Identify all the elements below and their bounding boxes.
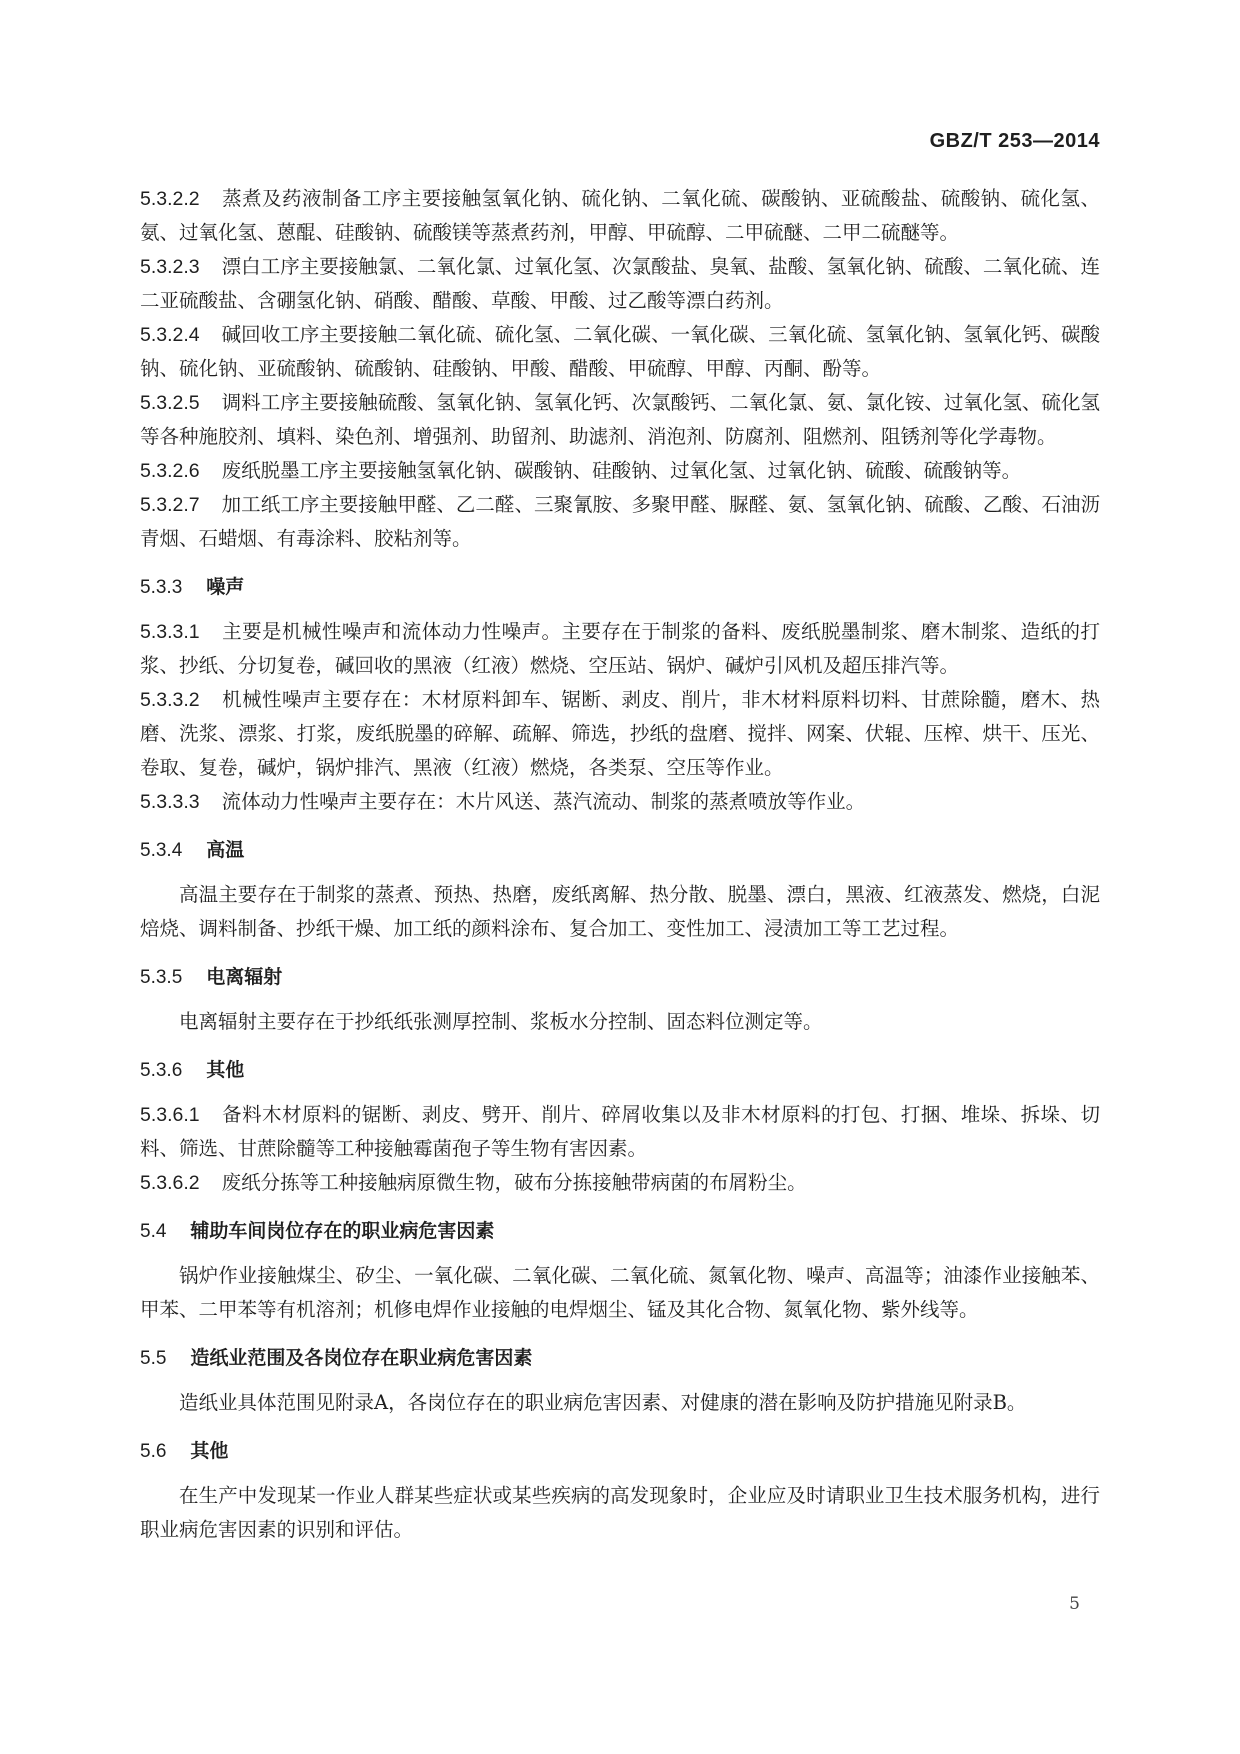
clause-5-3-3-2	[140, 683, 1100, 785]
clause-number: 5.3.2.6	[140, 460, 200, 482]
heading-5-3-4	[140, 833, 1100, 868]
heading-5-3-6	[140, 1053, 1100, 1088]
clause-text: 流体动力性噪声主要存在：木片风送、蒸汽流动、制浆的蒸煮喷放等作业。	[221, 790, 866, 813]
heading-5-5	[140, 1341, 1100, 1376]
clause-number: 5.3.6.2	[140, 1172, 200, 1194]
clause-text: 废纸分拣等工种接触病原微生物，破布分拣接触带病菌的布屑粉尘。	[221, 1171, 807, 1194]
paragraph-5-6: 在生产中发现某一作业人群某些症状或某些疾病的高发现象时，企业应及时请职业卫生技术服务机构，进行职业病危害因素的识别和评估。	[140, 1484, 1100, 1541]
clause-text: 漂白工序主要接触氯、二氧化氯、过氧化氢、次氯酸盐、臭氧、盐酸、氢氧化钠、硫酸、二氧化硫、连二亚硫酸盐、含硼氢化钠、硝酸、醋酸、草酸、甲酸、过乙酸等漂白药剂。	[140, 255, 1100, 312]
clause-number: 5.3.2.4	[140, 324, 200, 346]
standard-code: GBZ/T 253—2014	[929, 130, 1100, 152]
clause-number: 5.3.6.1	[140, 1104, 200, 1126]
heading-title: 电离辐射	[206, 966, 283, 988]
page-number: 5	[1069, 1594, 1080, 1614]
heading-number: 5.6	[140, 1441, 167, 1462]
heading-title: 其他	[190, 1440, 229, 1462]
heading-title: 高温	[206, 839, 245, 861]
heading-5-4	[140, 1214, 1100, 1249]
clause-5-3-6-1	[140, 1098, 1100, 1166]
paragraph-5-3-5: 电离辐射主要存在于抄纸纸张测厚控制、浆板水分控制、固态料位测定等。	[179, 1010, 823, 1033]
clause-5-3-3-3	[140, 785, 1100, 819]
heading-title: 造纸业范围及各岗位存在职业病危害因素	[190, 1347, 533, 1369]
heading-5-6	[140, 1434, 1100, 1469]
clause-5-3-6-2	[140, 1166, 1100, 1200]
clause-text: 备料木材原料的锯断、剥皮、劈开、削片、碎屑收集以及非木材原料的打包、打捆、堆垛、拆垛、切料、筛选、甘蔗除髓等工种接触霉菌孢子等生物有害因素。	[140, 1103, 1100, 1160]
heading-number: 5.3.5	[140, 967, 183, 988]
clause-5-3-2-4	[140, 318, 1100, 386]
clause-5-3-2-3	[140, 250, 1100, 318]
heading-title: 其他	[206, 1059, 245, 1081]
heading-5-3-3	[140, 570, 1100, 605]
clause-5-3-2-6	[140, 454, 1100, 488]
clause-5-3-2-5	[140, 386, 1100, 454]
heading-title: 辅助车间岗位存在的职业病危害因素	[190, 1220, 495, 1242]
clause-5-3-2-7	[140, 488, 1100, 556]
paragraph-5-3-4: 高温主要存在于制浆的蒸煮、预热、热磨，废纸离解、热分散、脱墨、漂白，黑液、红液蒸发、燃烧，白泥焙烧、调料制备、抄纸干燥、加工纸的颜料涂布、复合加工、变性加工、浸渍加工等工艺过程。	[140, 883, 1100, 940]
heading-5-3-5	[140, 960, 1100, 995]
clause-text: 加工纸工序主要接触甲醛、乙二醛、三聚氰胺、多聚甲醛、脲醛、氨、氢氧化钠、硫酸、乙酸、石油沥青烟、石蜡烟、有毒涂料、胶粘剂等。	[140, 493, 1100, 550]
heading-number: 5.3.3	[140, 577, 183, 598]
clause-5-3-3-1	[140, 615, 1100, 683]
paragraph-5-5: 造纸业具体范围见附录A，各岗位存在的职业病危害因素、对健康的潜在影响及防护措施见附录B。	[179, 1391, 1027, 1414]
clause-text: 主要是机械性噪声和流体动力性噪声。主要存在于制浆的备料、废纸脱墨制浆、磨木制浆、造纸的打浆、抄纸、分切复卷，碱回收的黑液（红液）燃烧、空压站、锅炉、碱炉引风机及超压排汽等。	[140, 620, 1100, 677]
clause-text: 机械性噪声主要存在：木材原料卸车、锯断、剥皮、削片，非木材料原料切料、甘蔗除髓，磨木、热磨、洗浆、漂浆、打浆，废纸脱墨的碎解、疏解、筛选，抄纸的盘磨、搅拌、网案、伏辊、压榨、烘干、压光、卷取、复卷，碱炉，锅炉排汽、黑液（红液）燃烧，各类泵、空压等作业。	[140, 688, 1100, 779]
clause-number: 5.3.2.7	[140, 494, 200, 516]
clause-number: 5.3.2.3	[140, 256, 200, 278]
clause-number: 5.3.2.5	[140, 392, 200, 414]
heading-number: 5.4	[140, 1221, 167, 1242]
clause-text: 蒸煮及药液制备工序主要接触氢氧化钠、硫化钠、二氧化硫、碳酸钠、亚硫酸盐、硫酸钠、硫化氢、氨、过氧化氢、蒽醌、硅酸钠、硫酸镁等蒸煮药剂，甲醇、甲硫醇、二甲硫醚、二甲二硫醚等。	[140, 187, 1100, 244]
heading-title: 噪声	[206, 576, 245, 598]
document-body	[140, 182, 1100, 1547]
clause-number: 5.3.3.2	[140, 689, 200, 711]
clause-5-3-2-2	[140, 182, 1100, 250]
heading-number: 5.5	[140, 1348, 167, 1369]
paragraph-5-4: 锅炉作业接触煤尘、矽尘、一氧化碳、二氧化碳、二氧化硫、氮氧化物、噪声、高温等；油漆作业接触苯、甲苯、二甲苯等有机溶剂；机修电焊作业接触的电焊烟尘、锰及其化合物、氮氧化物、紫外线等。	[140, 1264, 1100, 1321]
clause-text: 碱回收工序主要接触二氧化硫、硫化氢、二氧化碳、一氧化碳、三氧化硫、氢氧化钠、氢氧化钙、碳酸钠、硫化钠、亚硫酸钠、硫酸钠、硅酸钠、甲酸、醋酸、甲硫醇、甲醇、丙酮、酚等。	[140, 323, 1100, 380]
clause-text: 废纸脱墨工序主要接触氢氧化钠、碳酸钠、硅酸钠、过氧化氢、过氧化钠、硫酸、硫酸钠等。	[221, 459, 1022, 482]
clause-text: 调料工序主要接触硫酸、氢氧化钠、氢氧化钙、次氯酸钙、二氧化氯、氨、氯化铵、过氧化氢、硫化氢等各种施胶剂、填料、染色剂、增强剂、助留剂、助滤剂、消泡剂、防腐剂、阻燃剂、阻锈剂等化学毒物。	[140, 391, 1100, 448]
heading-number: 5.3.4	[140, 840, 183, 861]
clause-number: 5.3.3.1	[140, 621, 200, 643]
heading-number: 5.3.6	[140, 1060, 183, 1081]
clause-number: 5.3.3.3	[140, 791, 200, 813]
clause-number: 5.3.2.2	[140, 188, 200, 210]
